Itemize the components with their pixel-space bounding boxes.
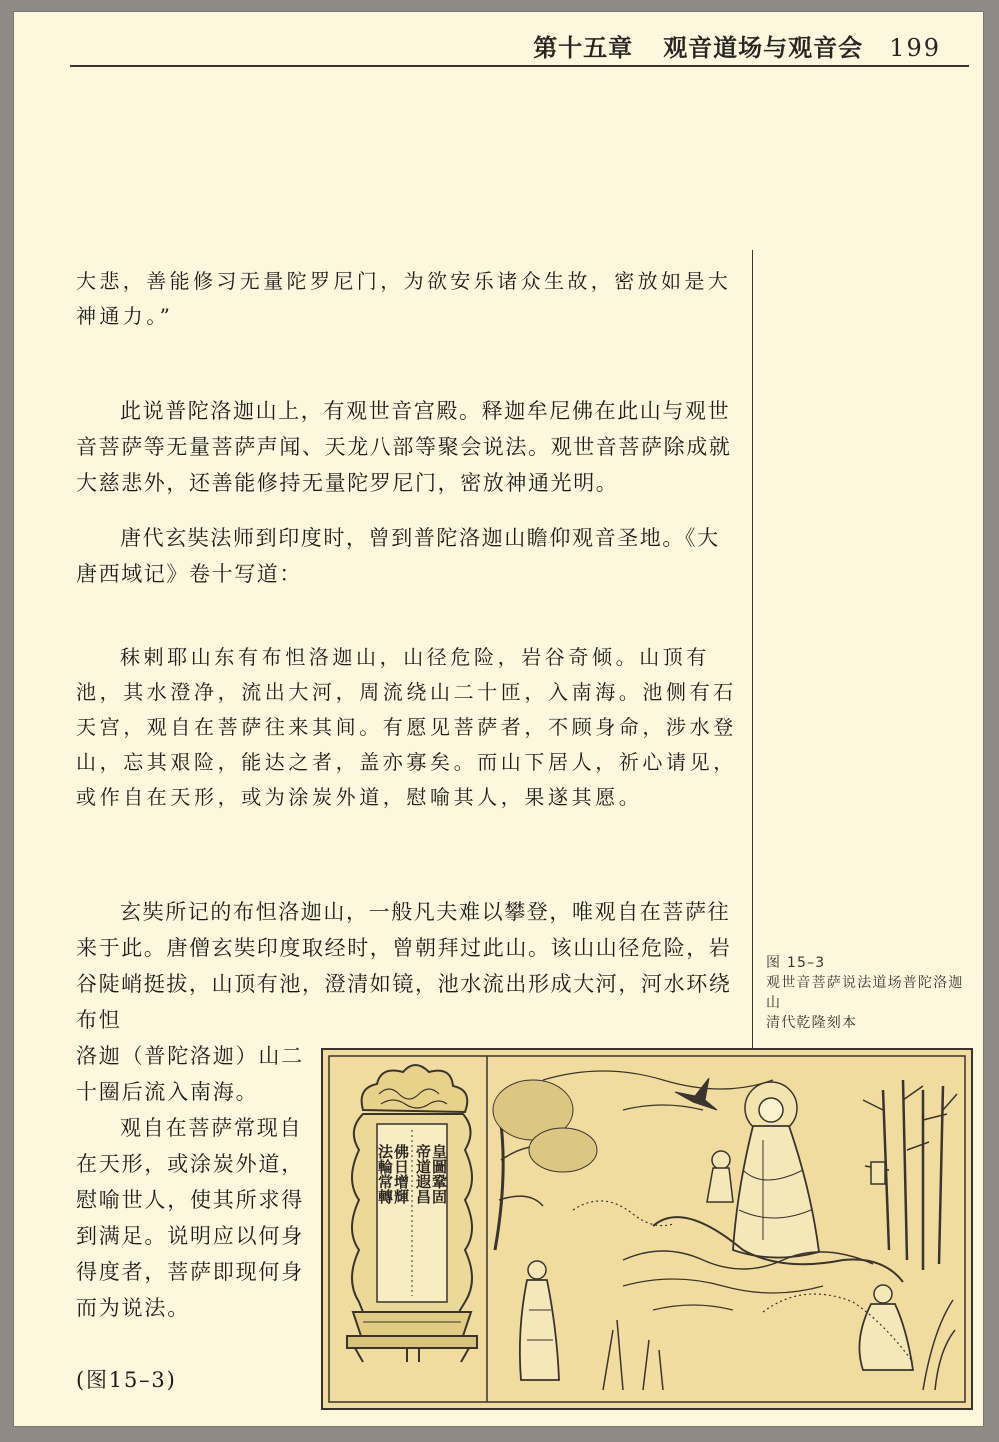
running-head <box>533 28 941 63</box>
caption-title: 观世音菩萨说法道场普陀洛迦山 <box>766 975 964 1011</box>
landscape-scene <box>493 1071 957 1390</box>
book-page <box>14 12 983 1426</box>
woodblock-print-figure <box>321 1048 973 1410</box>
tablet-inscription-2: 帝道遐昌 <box>414 1144 432 1204</box>
paragraph-3: 玄奘所记的布怛洛迦山，一般凡夫难以攀登，唯观自在菩萨往来于此。唐僧玄奘印度取经时，曾朝拜过此山。该山山径危险，岩谷陡峭挺拔，山顶有池，澄清如镜，池水流出形成大河，河水环绕布怛 <box>76 900 732 1032</box>
imperial-tablet <box>347 1065 477 1362</box>
caption-number: 图 15–3 <box>766 955 826 971</box>
figure-caption <box>766 953 976 1033</box>
caption-source: 清代乾隆刻本 <box>766 1015 858 1031</box>
paragraph-1: 此说普陀洛迦山上，有观世音宫殿。释迦牟尼佛在此山与观世音菩萨等无量菩萨声闻、天龙八部等聚会说法。观世音菩萨除成就大慈悲外，还善能修持无量陀罗尼门，密放神通光明。 <box>76 399 732 495</box>
quote-block-1 <box>76 264 741 334</box>
quote1-line2: 神通力。” <box>76 304 174 328</box>
quote1-line1: 大悲，善能修习无量陀罗尼门，为欲安乐诸众生故，密放如是大 <box>76 269 732 293</box>
tablet-inscription-4: 法輪常轉 <box>376 1144 394 1204</box>
chapter-number: 第十五章 <box>533 33 634 62</box>
tablet-inscription-3: 佛日增輝 <box>392 1144 410 1204</box>
tablet-inscription-1: 皇圖鞏固 <box>430 1144 448 1204</box>
page-number: 199 <box>889 34 941 62</box>
woodblock-illustration <box>323 1050 971 1408</box>
quote-block-2: 秣剌耶山东有布怛洛迦山，山径危险，岩谷奇倾。山顶有池，其水澄净，流出大河，周流绕山二十匝，入南海。池侧有石天宫，观自在菩萨往来其间。有愿见菩萨者，不顾身命，涉水登山，忘其艰险，能达之者，盖亦寡矣。而山下居人，祈心请见，或作自在天形，或为涂炭外道，慰喻其人，果遂其愿。 <box>76 645 737 809</box>
paragraph-3-continued: 洛迦（普陀洛迦）山二十圈后流入南海。 <box>76 1044 304 1104</box>
paragraph-2: 唐代玄奘法师到印度时，曾到普陀洛迦山瞻仰观音圣地。《大唐西域记》卷十写道： <box>76 526 720 586</box>
margin-rule <box>752 250 753 1058</box>
header-rule <box>70 65 969 67</box>
paragraph-4: 观自在菩萨常现自在天形，或涂炭外道，慰喻世人，使其所求得到满足。说明应以何身得度者，菩萨即现何身而为说法。 <box>76 1116 304 1320</box>
chapter-title: 观音道场与观音会 <box>663 33 864 62</box>
figure-reference: (图15–3) <box>76 1368 177 1392</box>
